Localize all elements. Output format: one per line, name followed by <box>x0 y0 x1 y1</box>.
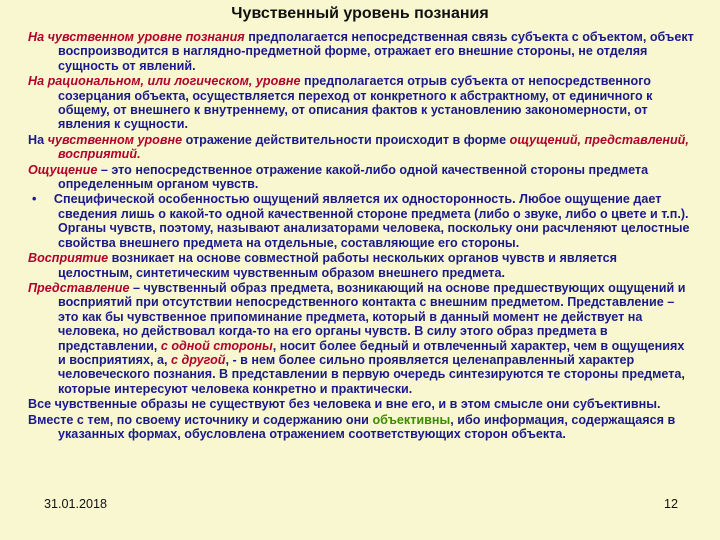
text: – это непосредственное отражение какой-либо одной качественной стороны предмета определенным органом чувств. <box>58 162 649 192</box>
bullet-marker: • <box>32 192 37 207</box>
text: Все чувственные образы не существуют без человека и вне его, и в этом смысле они субъективны. <box>28 397 661 412</box>
text <box>36 192 54 206</box>
term-one-side: с одной стороны <box>160 338 273 353</box>
slide-title: Чувственный уровень познания <box>231 5 489 22</box>
text: предполагается непосредственная связь субъекта с объектом, объект воспроизводится в наглядно-предметной форме, отражает его внешние стороны, не отделяя сущность от явлений. <box>58 30 694 73</box>
text: Вместе с тем, по своему источнику и содержанию они <box>28 412 373 427</box>
slide-body <box>28 30 694 442</box>
text: , носит более бедный и отвлеченный характер, чем в ощущениях и восприятиях, а, <box>58 338 685 367</box>
text: Специфической особенностью ощущений является их односторонность. Любое ощущение дает сведения лишь о какой-то одной качественной стороне предмета (либо о звуке, либо о цвете и т.п.). Органы чувств, поэтому, называют анализаторами человека, поскольку они расчленяют целостные свойства внешнего предмета на отдельные, составляющие его стороны. <box>53 192 690 250</box>
paragraph-sensation-detail <box>28 192 694 250</box>
term-rational-level: На рациональном, или логическом, уровне <box>28 74 301 89</box>
text: , - в нем более сильно проявляется целенаправленный характер человеческого познания. В представлении в первую очередь синтезируются те стороны предмета, которые интересуют человека конкретно и практически. <box>58 352 685 396</box>
paragraph-forms <box>28 133 694 162</box>
term-sensory-level: чувственном уровне <box>47 132 183 147</box>
paragraph-objective <box>28 413 694 442</box>
text: – чувственный образ предмета, возникающий на основе предшествующих ощущений и восприятий при отсутствии непосредственного контакта с внешним предметом. Представление – это как бы чувственное припоминание предмета, который в данный момент не действует на человека, но действовал когда-то на его органы чувств. В силу этого образ предмета в представлении, <box>58 280 686 353</box>
paragraph-representation <box>28 281 694 396</box>
text: На <box>28 132 48 147</box>
term-objective: объективны <box>372 412 451 427</box>
paragraph-sensory-level <box>28 30 694 73</box>
term-other-side: с другой <box>171 352 226 367</box>
term-forms: ощущений, представлений, восприятий. <box>58 132 689 162</box>
text: предполагается отрыв субъекта от непосредственного созерцания объекта, осуществляется переход от конкретного к абстрактному, от единичного к общему, от внешнего к внутреннему, от описания фактов к установлению закономерности, от явления к сущности. <box>58 74 653 132</box>
term-perception: Восприятие <box>28 251 109 266</box>
text: возникает на основе совместной работы нескольких органов чувств и является целостным, синтетическим чувственным образом внешнего предмета. <box>58 251 617 280</box>
paragraph-perception <box>28 251 694 280</box>
term-sensory-level: На чувственном уровне познания <box>28 30 245 44</box>
paragraph-sensation <box>28 163 694 192</box>
text: отражение действительности происходит в форме <box>182 132 510 147</box>
paragraph-rational-level <box>28 74 694 132</box>
term-representation: Представление <box>28 280 130 295</box>
footer-date: 31.01.2018 <box>44 497 108 511</box>
text: , ибо информация, содержащаяся в указанных формах, обусловлена отражением соответствующих сторон объекта. <box>58 412 676 441</box>
term-sensation: Ощущение <box>28 162 98 177</box>
paragraph-subjective <box>28 397 694 411</box>
page-number: 12 <box>664 497 679 511</box>
